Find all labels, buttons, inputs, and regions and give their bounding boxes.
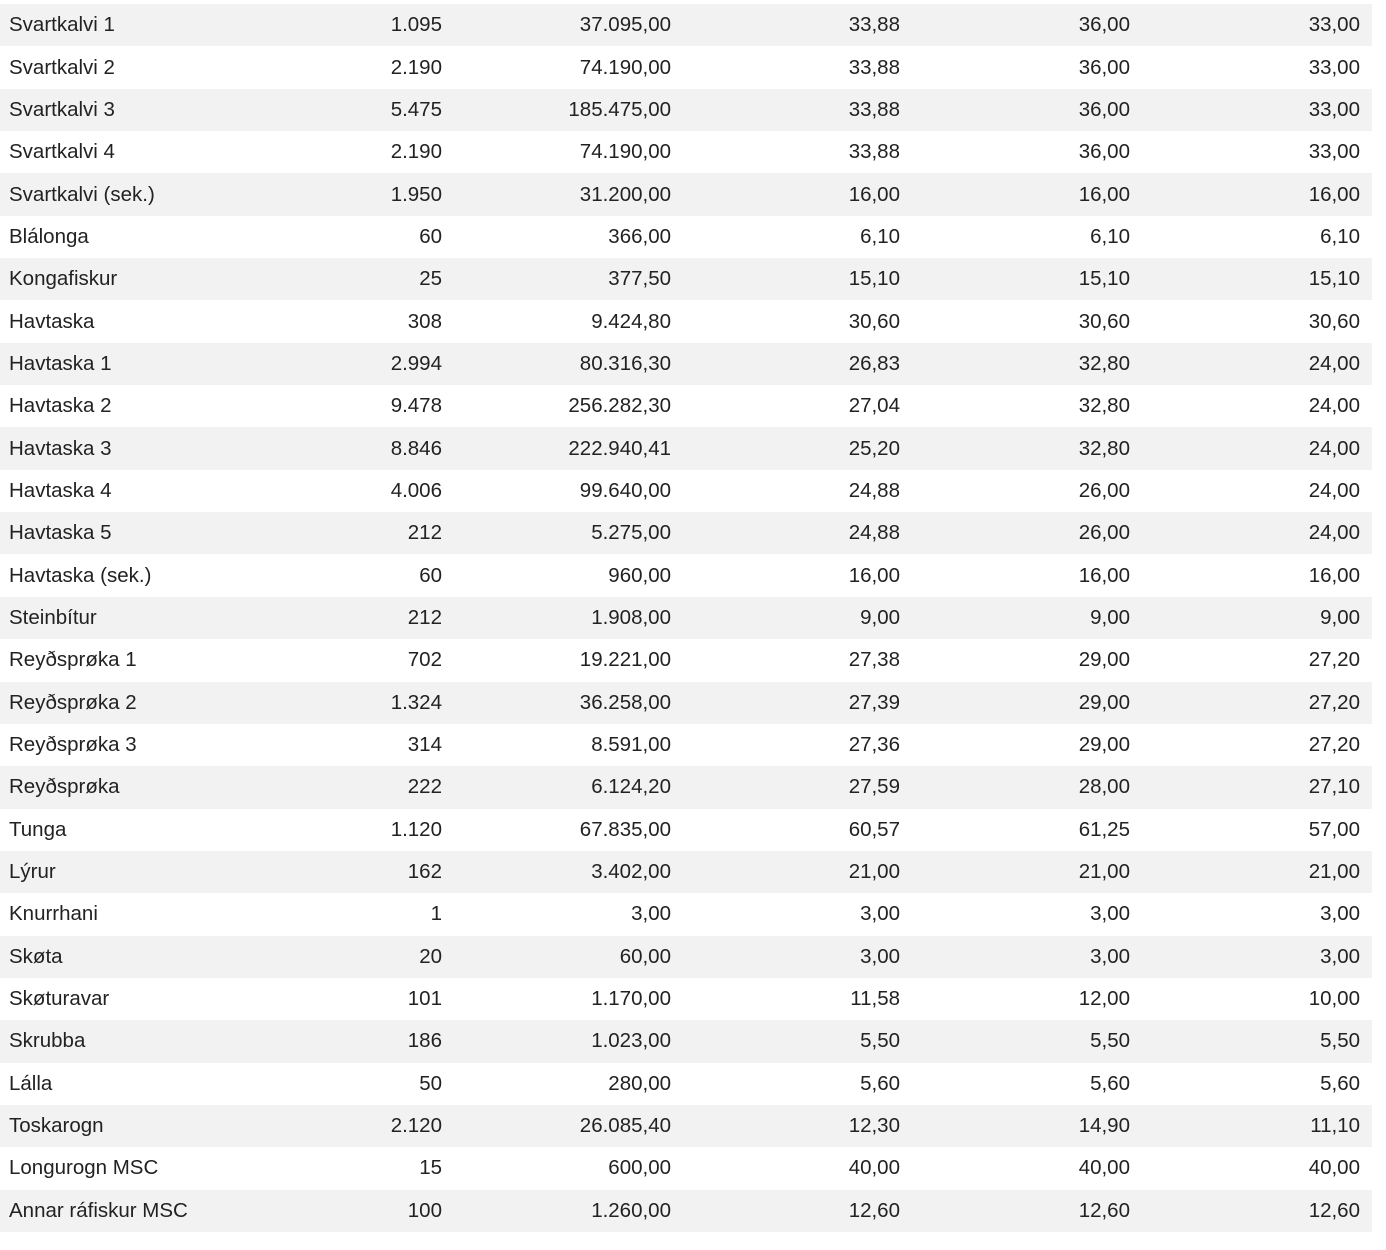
- average-price-cell: 26,83: [848, 351, 900, 375]
- total-value-cell: 8.591,00: [591, 733, 671, 757]
- min-price-cell: 27,20: [1308, 690, 1360, 714]
- table-row: [0, 1105, 1372, 1147]
- total-value-cell: 31.200,00: [579, 182, 671, 206]
- table-row: [0, 851, 1372, 893]
- max-price-cell: 32,80: [1078, 351, 1130, 375]
- quantity-cell: 2.190: [390, 140, 442, 164]
- total-value-cell: 36.258,00: [579, 690, 671, 714]
- average-price-cell: 27,59: [848, 775, 900, 799]
- average-price-cell: 27,38: [848, 648, 900, 672]
- table-row: [0, 131, 1372, 173]
- min-price-cell: 6,10: [1320, 224, 1360, 248]
- quantity-cell: 100: [407, 1198, 442, 1222]
- quantity-cell: 308: [407, 309, 442, 333]
- total-value-cell: 3,00: [631, 902, 671, 926]
- species-cell: Lýrur: [9, 860, 56, 884]
- min-price-cell: 27,10: [1308, 775, 1360, 799]
- total-value-cell: 377,50: [608, 267, 671, 291]
- average-price-cell: 25,20: [848, 436, 900, 460]
- min-price-cell: 33,00: [1308, 13, 1360, 37]
- species-cell: Svartkalvi 4: [9, 140, 115, 164]
- total-value-cell: 74.190,00: [579, 140, 671, 164]
- min-price-cell: 24,00: [1308, 436, 1360, 460]
- table-row: [0, 554, 1372, 596]
- min-price-cell: 24,00: [1308, 521, 1360, 545]
- min-price-cell: 27,20: [1308, 648, 1360, 672]
- table-row: [0, 936, 1372, 978]
- max-price-cell: 32,80: [1078, 436, 1130, 460]
- species-cell: Annar ráfiskur MSC: [9, 1198, 188, 1222]
- average-price-cell: 33,88: [848, 97, 900, 121]
- total-value-cell: 80.316,30: [579, 351, 671, 375]
- quantity-cell: 1: [430, 902, 442, 926]
- table-row: [0, 4, 1372, 46]
- table-row: [0, 978, 1372, 1020]
- total-value-cell: 1.170,00: [591, 987, 671, 1011]
- table-row: [0, 809, 1372, 851]
- species-cell: Longurogn MSC: [9, 1156, 159, 1180]
- max-price-cell: 29,00: [1078, 733, 1130, 757]
- total-value-cell: 9.424,80: [591, 309, 671, 333]
- price-table-container: [0, 4, 1372, 1232]
- table-row: [0, 173, 1372, 215]
- total-value-cell: 960,00: [608, 563, 671, 587]
- max-price-cell: 3,00: [1090, 902, 1130, 926]
- species-cell: Havtaska 2: [9, 394, 112, 418]
- table-row: [0, 766, 1372, 808]
- total-value-cell: 1.260,00: [591, 1198, 671, 1222]
- table-row: [0, 216, 1372, 258]
- max-price-cell: 16,00: [1078, 182, 1130, 206]
- average-price-cell: 27,04: [848, 394, 900, 418]
- max-price-cell: 12,00: [1078, 987, 1130, 1011]
- max-price-cell: 28,00: [1078, 775, 1130, 799]
- total-value-cell: 222.940,41: [568, 436, 671, 460]
- species-cell: Blálonga: [9, 224, 89, 248]
- quantity-cell: 186: [407, 1029, 442, 1053]
- species-cell: Skøta: [9, 944, 63, 968]
- price-table: [0, 4, 1372, 1232]
- max-price-cell: 15,10: [1078, 267, 1130, 291]
- quantity-cell: 9.478: [390, 394, 442, 418]
- min-price-cell: 11,10: [1310, 1114, 1360, 1138]
- species-cell: Skrubba: [9, 1029, 86, 1053]
- table-row: [0, 46, 1372, 88]
- max-price-cell: 9,00: [1090, 605, 1130, 629]
- quantity-cell: 212: [407, 605, 442, 629]
- max-price-cell: 32,80: [1078, 394, 1130, 418]
- min-price-cell: 33,00: [1308, 140, 1360, 164]
- max-price-cell: 3,00: [1090, 944, 1130, 968]
- species-cell: Svartkalvi 2: [9, 55, 115, 79]
- species-cell: Reyðsprøka 2: [9, 690, 137, 714]
- table-row: [0, 639, 1372, 681]
- quantity-cell: 8.846: [390, 436, 442, 460]
- max-price-cell: 6,10: [1090, 224, 1130, 248]
- average-price-cell: 33,88: [848, 140, 900, 164]
- average-price-cell: 3,00: [860, 902, 900, 926]
- average-price-cell: 5,50: [860, 1029, 900, 1053]
- total-value-cell: 366,00: [608, 224, 671, 248]
- total-value-cell: 256.282,30: [568, 394, 671, 418]
- table-row: [0, 1063, 1372, 1105]
- min-price-cell: 27,20: [1308, 733, 1360, 757]
- max-price-cell: 16,00: [1078, 563, 1130, 587]
- min-price-cell: 16,00: [1308, 182, 1360, 206]
- average-price-cell: 21,00: [848, 860, 900, 884]
- quantity-cell: 2.120: [390, 1114, 442, 1138]
- max-price-cell: 36,00: [1078, 13, 1130, 37]
- total-value-cell: 67.835,00: [579, 817, 671, 841]
- max-price-cell: 21,00: [1078, 860, 1130, 884]
- quantity-cell: 4.006: [390, 478, 442, 502]
- total-value-cell: 1.908,00: [591, 605, 671, 629]
- average-price-cell: 6,10: [860, 224, 900, 248]
- species-cell: Tunga: [9, 817, 67, 841]
- average-price-cell: 16,00: [848, 563, 900, 587]
- table-row: [0, 1020, 1372, 1062]
- species-cell: Skøturavar: [9, 987, 110, 1011]
- species-cell: Reyðsprøka 3: [9, 733, 137, 757]
- total-value-cell: 185.475,00: [568, 97, 671, 121]
- quantity-cell: 101: [407, 987, 442, 1011]
- total-value-cell: 74.190,00: [579, 55, 671, 79]
- average-price-cell: 12,60: [848, 1198, 900, 1222]
- species-cell: Toskarogn: [9, 1114, 104, 1138]
- max-price-cell: 26,00: [1078, 521, 1130, 545]
- quantity-cell: 50: [419, 1071, 442, 1095]
- quantity-cell: 15: [419, 1156, 442, 1180]
- average-price-cell: 12,30: [848, 1114, 900, 1138]
- max-price-cell: 30,60: [1078, 309, 1130, 333]
- average-price-cell: 60,57: [848, 817, 900, 841]
- total-value-cell: 26.085,40: [579, 1114, 671, 1138]
- quantity-cell: 1.120: [390, 817, 442, 841]
- max-price-cell: 12,60: [1078, 1198, 1130, 1222]
- species-cell: Steinbítur: [9, 605, 97, 629]
- average-price-cell: 24,88: [848, 521, 900, 545]
- max-price-cell: 29,00: [1078, 648, 1130, 672]
- quantity-cell: 2.994: [390, 351, 442, 375]
- min-price-cell: 10,00: [1308, 987, 1360, 1011]
- average-price-cell: 24,88: [848, 478, 900, 502]
- table-row: [0, 427, 1372, 469]
- quantity-cell: 212: [407, 521, 442, 545]
- max-price-cell: 14,90: [1078, 1114, 1130, 1138]
- average-price-cell: 9,00: [860, 605, 900, 629]
- species-cell: Havtaska (sek.): [9, 563, 152, 587]
- species-cell: Havtaska: [9, 309, 95, 333]
- average-price-cell: 33,88: [848, 55, 900, 79]
- price-table-body: [0, 4, 1372, 1232]
- total-value-cell: 3.402,00: [591, 860, 671, 884]
- max-price-cell: 36,00: [1078, 55, 1130, 79]
- table-row: [0, 1190, 1372, 1232]
- max-price-cell: 26,00: [1078, 478, 1130, 502]
- species-cell: Havtaska 4: [9, 478, 112, 502]
- quantity-cell: 2.190: [390, 55, 442, 79]
- table-row: [0, 512, 1372, 554]
- average-price-cell: 33,88: [848, 13, 900, 37]
- min-price-cell: 57,00: [1308, 817, 1360, 841]
- species-cell: Knurrhani: [9, 902, 98, 926]
- total-value-cell: 99.640,00: [579, 478, 671, 502]
- quantity-cell: 1.324: [390, 690, 442, 714]
- table-row: [0, 343, 1372, 385]
- total-value-cell: 60,00: [619, 944, 671, 968]
- quantity-cell: 162: [407, 860, 442, 884]
- total-value-cell: 1.023,00: [591, 1029, 671, 1053]
- quantity-cell: 1.950: [390, 182, 442, 206]
- species-cell: Svartkalvi 3: [9, 97, 115, 121]
- species-cell: Reyðsprøka: [9, 775, 120, 799]
- average-price-cell: 27,39: [848, 690, 900, 714]
- quantity-cell: 702: [407, 648, 442, 672]
- average-price-cell: 3,00: [860, 944, 900, 968]
- max-price-cell: 5,60: [1090, 1071, 1130, 1095]
- total-value-cell: 280,00: [608, 1071, 671, 1095]
- average-price-cell: 5,60: [860, 1071, 900, 1095]
- quantity-cell: 25: [419, 267, 442, 291]
- table-row: [0, 385, 1372, 427]
- max-price-cell: 5,50: [1090, 1029, 1130, 1053]
- min-price-cell: 15,10: [1308, 267, 1360, 291]
- average-price-cell: 11,58: [850, 987, 900, 1011]
- min-price-cell: 3,00: [1320, 902, 1360, 926]
- total-value-cell: 37.095,00: [579, 13, 671, 37]
- average-price-cell: 30,60: [848, 309, 900, 333]
- quantity-cell: 314: [407, 733, 442, 757]
- table-row: [0, 1147, 1372, 1189]
- quantity-cell: 222: [407, 775, 442, 799]
- max-price-cell: 61,25: [1078, 817, 1130, 841]
- min-price-cell: 33,00: [1308, 97, 1360, 121]
- average-price-cell: 16,00: [848, 182, 900, 206]
- total-value-cell: 600,00: [608, 1156, 671, 1180]
- table-row: [0, 300, 1372, 342]
- min-price-cell: 30,60: [1308, 309, 1360, 333]
- min-price-cell: 33,00: [1308, 55, 1360, 79]
- min-price-cell: 12,60: [1308, 1198, 1360, 1222]
- average-price-cell: 40,00: [848, 1156, 900, 1180]
- min-price-cell: 21,00: [1308, 860, 1360, 884]
- min-price-cell: 24,00: [1308, 351, 1360, 375]
- average-price-cell: 27,36: [848, 733, 900, 757]
- quantity-cell: 1.095: [390, 13, 442, 37]
- max-price-cell: 36,00: [1078, 97, 1130, 121]
- table-row: [0, 597, 1372, 639]
- min-price-cell: 40,00: [1308, 1156, 1360, 1180]
- table-row: [0, 89, 1372, 131]
- max-price-cell: 29,00: [1078, 690, 1130, 714]
- quantity-cell: 60: [419, 224, 442, 248]
- species-cell: Kongafiskur: [9, 267, 118, 291]
- min-price-cell: 16,00: [1308, 563, 1360, 587]
- min-price-cell: 9,00: [1320, 605, 1360, 629]
- min-price-cell: 24,00: [1308, 478, 1360, 502]
- table-row: [0, 893, 1372, 935]
- species-cell: Lálla: [9, 1071, 53, 1095]
- table-row: [0, 470, 1372, 512]
- species-cell: Havtaska 3: [9, 436, 112, 460]
- min-price-cell: 24,00: [1308, 394, 1360, 418]
- quantity-cell: 20: [419, 944, 442, 968]
- total-value-cell: 5.275,00: [591, 521, 671, 545]
- quantity-cell: 5.475: [390, 97, 442, 121]
- species-cell: Reyðsprøka 1: [9, 648, 137, 672]
- species-cell: Svartkalvi (sek.): [9, 182, 155, 206]
- table-row: [0, 682, 1372, 724]
- table-row: [0, 724, 1372, 766]
- min-price-cell: 3,00: [1320, 944, 1360, 968]
- species-cell: Svartkalvi 1: [9, 13, 115, 37]
- max-price-cell: 36,00: [1078, 140, 1130, 164]
- total-value-cell: 6.124,20: [591, 775, 671, 799]
- average-price-cell: 15,10: [848, 267, 900, 291]
- min-price-cell: 5,50: [1320, 1029, 1360, 1053]
- table-row: [0, 258, 1372, 300]
- max-price-cell: 40,00: [1078, 1156, 1130, 1180]
- total-value-cell: 19.221,00: [579, 648, 671, 672]
- species-cell: Havtaska 1: [9, 351, 112, 375]
- min-price-cell: 5,60: [1320, 1071, 1360, 1095]
- quantity-cell: 60: [419, 563, 442, 587]
- species-cell: Havtaska 5: [9, 521, 112, 545]
